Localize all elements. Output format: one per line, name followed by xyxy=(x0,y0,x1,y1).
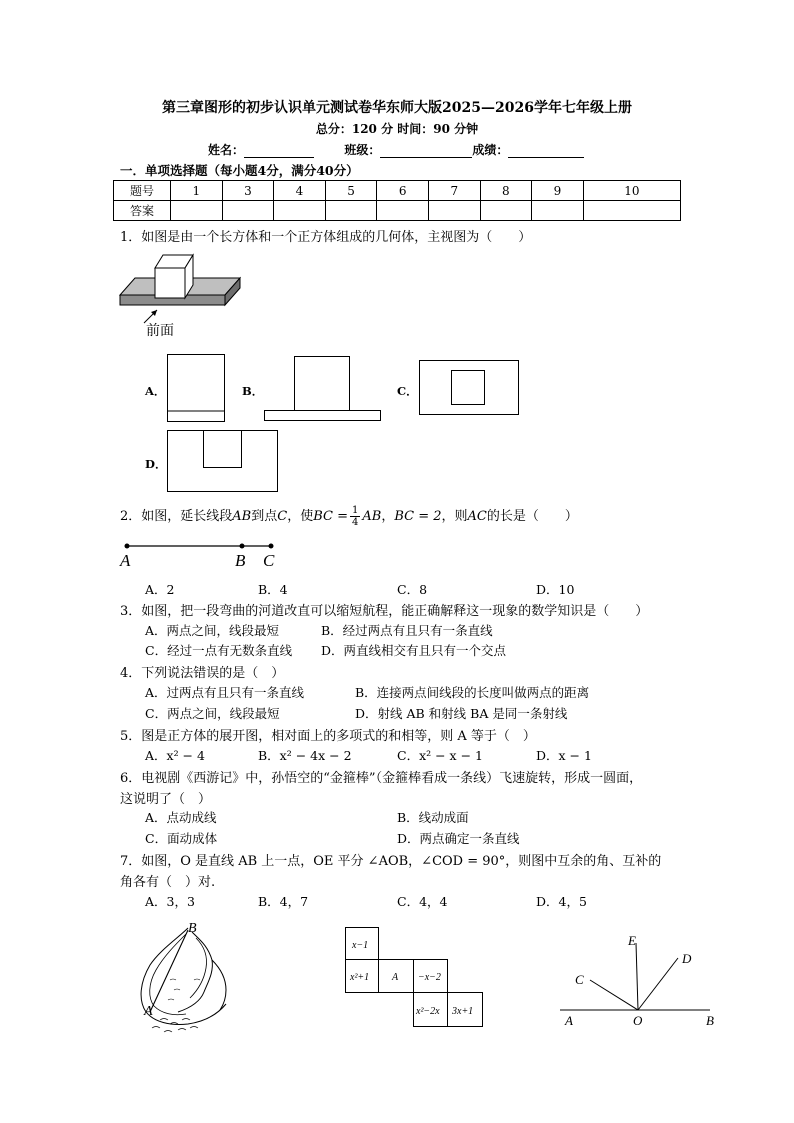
option: B．4 xyxy=(258,582,288,597)
q1-solid-figure xyxy=(118,250,248,320)
option-b-label: B． xyxy=(242,384,264,398)
table-cell: 7 xyxy=(428,181,480,201)
option: C．4，4 xyxy=(397,894,448,909)
table-cell: 8 xyxy=(480,181,532,201)
student-info xyxy=(208,141,584,158)
cube-net-figure xyxy=(345,927,490,1032)
option: B．经过两点有且只有一条直线 xyxy=(321,623,493,638)
net-cell-5: 3x+1 xyxy=(452,1006,474,1017)
table-row xyxy=(114,201,681,221)
angle-figure xyxy=(560,928,720,1028)
option: D．4，5 xyxy=(536,894,587,909)
angle-point-c: C xyxy=(575,972,584,987)
net-cell-a: A xyxy=(392,972,399,983)
question-6-cont: 这说明了（ ） xyxy=(120,792,212,807)
table-cell: 3 xyxy=(222,181,274,201)
angle-point-o: O xyxy=(633,1013,643,1028)
river-point-a: A xyxy=(144,1004,153,1019)
row-label: 答案 xyxy=(114,201,171,221)
net-cell-4: x²−2x xyxy=(416,1006,440,1017)
option: B．连接两点间线段的长度叫做两点的距离 xyxy=(355,685,590,700)
option: A．两点之间，线段最短 xyxy=(145,623,280,638)
score-label: 成绩： xyxy=(472,143,509,157)
option: B．线动成面 xyxy=(397,810,469,825)
river-point-b: B xyxy=(188,921,197,936)
section-heading: 一．单项选择题（每小题4分，满分40分） xyxy=(120,163,359,178)
answer-cell[interactable] xyxy=(325,201,377,221)
exam-meta: 总分：120 分 时间：90 分钟 xyxy=(315,122,479,136)
answer-cell[interactable] xyxy=(480,201,532,221)
option-d-figure xyxy=(167,430,279,494)
option-c-label: C． xyxy=(397,384,418,398)
answer-cell[interactable] xyxy=(222,201,274,221)
table-cell: 6 xyxy=(377,181,429,201)
table-cell: 9 xyxy=(532,181,584,201)
angle-point-a: A xyxy=(565,1013,573,1028)
question-3: 3．如图，把一段弯曲的河道改直可以缩短航程，能正确解释这一现象的数学知识是（ ） xyxy=(120,604,649,619)
net-cell-2: x²+1 xyxy=(350,972,370,983)
option: C．x² − x − 1 xyxy=(397,748,483,763)
option: B．4，7 xyxy=(258,894,309,909)
question-4: 4．下列说法错误的是（ ） xyxy=(120,666,285,681)
option-a-label: A． xyxy=(145,384,166,398)
table-cell: 1 xyxy=(171,181,223,201)
angle-point-d: D xyxy=(682,951,692,966)
answer-cell[interactable] xyxy=(532,201,584,221)
table-cell: 5 xyxy=(325,181,377,201)
row-label: 题号 xyxy=(114,181,171,201)
page-title: 第三章图形的初步认识单元测试卷华东师大版2025—2026学年七年级上册 xyxy=(162,100,632,116)
answer-cell[interactable] xyxy=(377,201,429,221)
name-label: 姓名： xyxy=(208,143,245,157)
angle-point-e: E xyxy=(628,933,636,948)
option-d-label: D． xyxy=(145,457,167,471)
point-b-label: B xyxy=(235,551,246,570)
river-figure xyxy=(130,920,240,1040)
question-1: 1．如图是由一个长方体和一个正方体组成的几何体，主视图为（ ） xyxy=(120,230,532,245)
score-blank[interactable] xyxy=(508,144,584,158)
table-cell: 10 xyxy=(583,181,680,201)
option: A．2 xyxy=(145,582,175,597)
option: D．两点确定一条直线 xyxy=(397,831,520,846)
option: D．两直线相交有且只有一个交点 xyxy=(321,643,507,658)
net-cell-3: −x−2 xyxy=(418,972,441,983)
question-2: 2．如图，延长线段AB到点C，使BC = $\frac{1}{4}$ AB，BC = 2，则AC的长是（ ） xyxy=(120,505,578,528)
point-a-label: A xyxy=(120,551,131,570)
question-7: 7．如图，O 是直线 AB 上一点，OE 平分 ∠AOB，∠COD = 90°，则图中互余的角、互补的 xyxy=(120,854,662,869)
option: D．x − 1 xyxy=(536,748,592,763)
option: C．两点之间，线段最短 xyxy=(145,706,280,721)
q2-line-figure xyxy=(120,538,290,574)
option: A．x² − 4 xyxy=(145,748,205,763)
option-a-figure xyxy=(167,354,227,424)
net-cell-1: x−1 xyxy=(352,940,369,951)
point-c-label: C xyxy=(263,551,275,570)
fraction: $\frac{1}{4}$ xyxy=(352,505,359,528)
question-7-cont: 角各有（ ）对. xyxy=(120,875,216,890)
option: B．x² − 4x − 2 xyxy=(258,748,352,763)
option: C．8 xyxy=(397,582,428,597)
option: C．经过一点有无数条直线 xyxy=(145,643,293,658)
table-cell: 4 xyxy=(274,181,326,201)
question-6: 6．电视剧《西游记》中，孙悟空的“金箍棒”（金箍棒看成一条线）飞速旋转，形成一圆面， xyxy=(120,771,643,786)
answer-cell[interactable] xyxy=(428,201,480,221)
option: D．10 xyxy=(536,582,575,597)
class-label: 班级： xyxy=(344,143,381,157)
answer-table xyxy=(113,180,681,221)
option: D．射线 AB 和射线 BA 是同一条射线 xyxy=(355,706,568,721)
answer-cell[interactable] xyxy=(583,201,680,221)
question-5: 5．图是正方体的展开图，相对面上的多项式的和相等，则 A 等于（ ） xyxy=(120,729,536,744)
option: A．3，3 xyxy=(145,894,195,909)
front-label: 前面 xyxy=(146,323,174,339)
option: A．过两点有且只有一条直线 xyxy=(145,685,305,700)
option: C．面动成体 xyxy=(145,831,218,846)
answer-cell[interactable] xyxy=(274,201,326,221)
angle-point-b: B xyxy=(706,1013,714,1028)
option: A．点动成线 xyxy=(145,810,217,825)
class-blank[interactable] xyxy=(380,144,472,158)
name-blank[interactable] xyxy=(244,144,314,158)
option-c-figure xyxy=(419,360,521,418)
option-b-figure xyxy=(264,356,384,422)
table-row xyxy=(114,181,681,201)
answer-cell[interactable] xyxy=(171,201,223,221)
